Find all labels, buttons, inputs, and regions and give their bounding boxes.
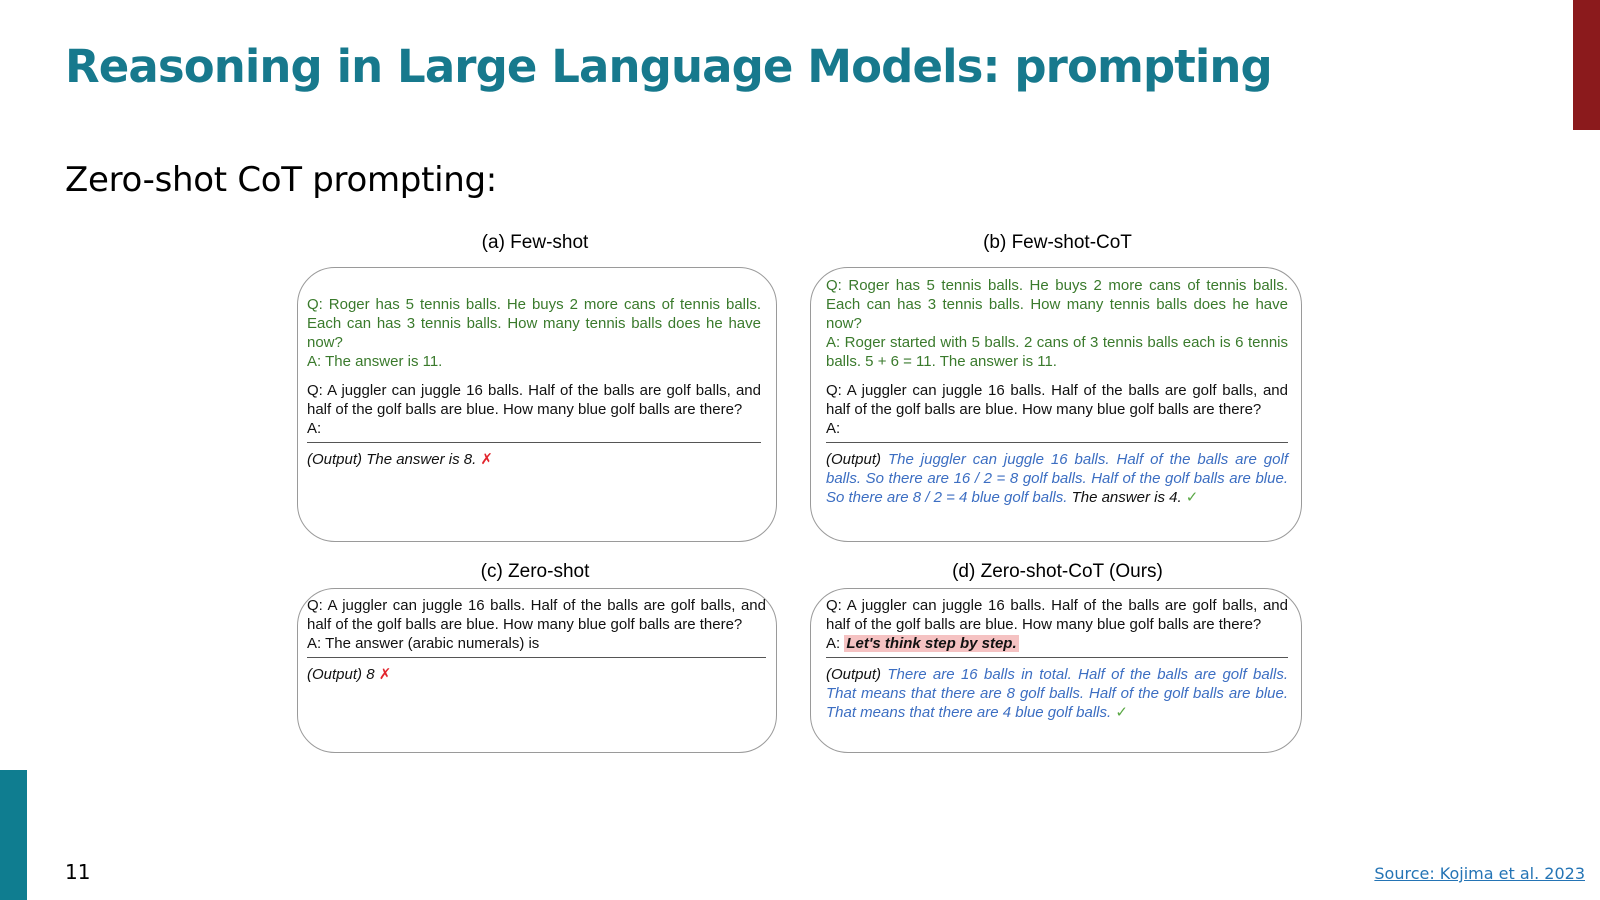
panel-b-example-question: Q: Roger has 5 tennis balls. He buys 2 more cans of tennis balls. Each can has 3 tennis balls. How many tennis balls does he have now? [826, 277, 1288, 332]
accent-bar-top-right [1573, 0, 1600, 130]
panel-d-output [826, 665, 1288, 722]
panel-c-output [307, 665, 766, 684]
panel-b-output-answer: The answer is 4. [1071, 489, 1182, 506]
panel-d-output-label: (Output) [826, 666, 882, 683]
panel-a-output [307, 450, 761, 469]
panel-a-question: Q: A juggler can juggle 16 balls. Half of the balls are golf balls, and half of the golf balls are blue. How many blue golf balls are there? [307, 382, 761, 418]
accent-bar-bottom-left [0, 770, 27, 900]
panel-a-answer-prompt: A: [307, 420, 322, 437]
panel-b-title: (b) Few-shot-CoT [983, 232, 1132, 253]
panel-few-shot-cot [810, 267, 1302, 542]
panel-d-answer [826, 634, 1288, 653]
panel-c-title: (c) Zero-shot [480, 561, 590, 582]
panel-c-separator [307, 657, 766, 658]
cross-icon: ✗ [378, 666, 392, 683]
panel-d-answer-prefix: A: [826, 635, 841, 652]
slide-title: Reasoning in Large Language Models: prompting [65, 40, 1272, 93]
panel-c-question: Q: A juggler can juggle 16 balls. Half of the balls are golf balls, and half of the golf balls are blue. How many blue golf balls are there? [307, 597, 766, 633]
slide-subtitle: Zero-shot CoT prompting: [65, 160, 497, 200]
panel-a-output-label: (Output) [307, 451, 363, 468]
panel-d-separator [826, 657, 1288, 658]
panel-a-output-text: The answer is 8. [366, 451, 477, 468]
panel-d-trigger-phrase: Let's think step by step. [846, 635, 1017, 652]
panel-b-separator [826, 442, 1288, 443]
panel-b-output [826, 450, 1288, 507]
check-icon: ✓ [1115, 704, 1128, 721]
panel-d-title: (d) Zero-shot-CoT (Ours) [952, 561, 1163, 582]
panel-few-shot [297, 267, 777, 542]
check-icon: ✓ [1185, 489, 1199, 506]
panel-a-example-question: Q: Roger has 5 tennis balls. He buys 2 more cans of tennis balls. Each can has 3 tennis balls. How many tennis balls does he have now? [307, 296, 761, 351]
page-number: 11 [65, 860, 91, 884]
panel-b-question: Q: A juggler can juggle 16 balls. Half of the balls are golf balls, and half of the golf balls are blue. How many blue golf balls are there? [826, 382, 1288, 418]
panel-c-answer-prompt: A: The answer (arabic numerals) is [307, 635, 540, 652]
panel-a-title: (a) Few-shot [481, 232, 589, 253]
cross-icon: ✗ [480, 451, 493, 468]
panel-c-output-text: 8 [366, 666, 375, 683]
source-link[interactable]: Source: Kojima et al. 2023 [1374, 864, 1585, 883]
panel-zero-shot [297, 588, 777, 753]
panel-a-separator [307, 442, 761, 443]
panel-c-output-label: (Output) [307, 666, 363, 683]
panel-a-example-answer: A: The answer is 11. [307, 353, 443, 370]
panel-b-example-answer: A: Roger started with 5 balls. 2 cans of 3 tennis balls each is 6 tennis balls. 5 + 6 = 11. The answer is 11. [826, 334, 1288, 370]
panel-b-output-label: (Output) [826, 451, 882, 468]
panel-b-answer-prompt: A: [826, 420, 841, 437]
panel-zero-shot-cot [810, 588, 1302, 753]
panel-b-output-reasoning: The juggler can juggle 16 balls. Half of the balls are golf balls. So there are 16 / 2 = 8 golf balls. Half of the golf balls are blue. So there are 8 / 2 = 4 blue golf balls. [826, 451, 1288, 506]
panel-d-output-text: There are 16 balls in total. Half of the balls are golf balls. That means that there are 8 golf balls. Half of the golf balls are blue. That means that there are 4 blue golf balls. [826, 666, 1288, 721]
panel-d-question: Q: A juggler can juggle 16 balls. Half of the balls are golf balls, and half of the golf balls are blue. How many blue golf balls are there? [826, 597, 1288, 633]
